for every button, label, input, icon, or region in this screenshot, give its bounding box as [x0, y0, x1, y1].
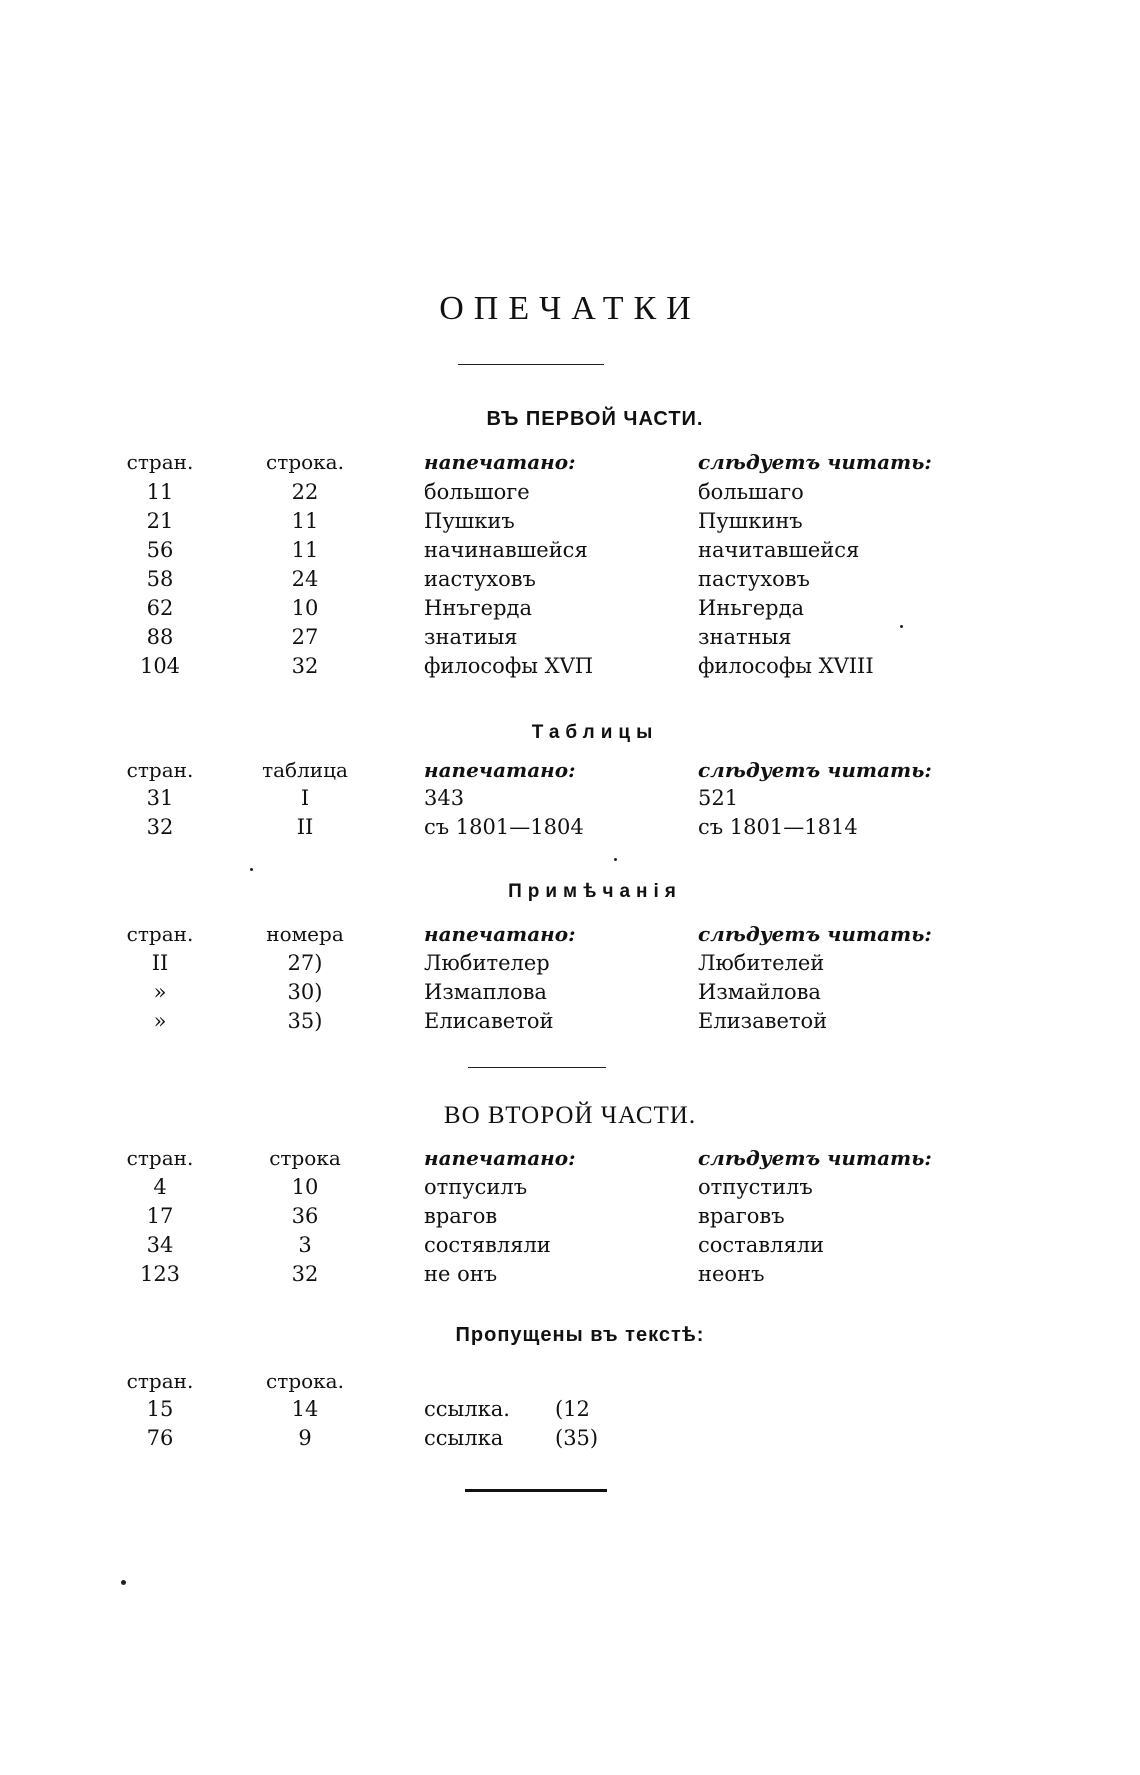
- reference-cell: (35): [555, 1426, 599, 1450]
- page-cell: 17: [146, 1204, 174, 1228]
- correct-cell: съ 1801—1814: [698, 815, 858, 839]
- part1-heading: ВЪ ПЕРВОЙ ЧАСТИ.: [486, 408, 704, 430]
- column-header: стран.: [126, 1146, 194, 1170]
- part1-header-row: [0, 450, 1140, 478]
- column-header: напечатано:: [424, 758, 576, 782]
- page-cell: 15: [146, 1397, 174, 1421]
- omitted-text-cell: ссылка: [424, 1426, 504, 1450]
- table-row: [0, 815, 1140, 843]
- printed-cell: 343: [424, 786, 465, 810]
- table-row: [0, 951, 1140, 979]
- page-title: ОПЕЧАТКИ: [439, 290, 701, 327]
- print-speck: [900, 625, 903, 628]
- page-cell: »: [153, 1009, 167, 1033]
- tables-heading: Таблицы: [531, 722, 659, 743]
- correct-cell: Иньгерда: [698, 596, 805, 620]
- column-header: напечатано:: [424, 922, 576, 946]
- print-speck: [614, 858, 617, 861]
- tables-header-row: [0, 758, 1140, 786]
- page-cell: 11: [146, 480, 174, 504]
- column-header: строка.: [266, 450, 344, 474]
- omitted-header-row: [0, 1369, 1140, 1397]
- column-header: слѣдуетъ читать:: [698, 450, 932, 474]
- line-cell: 32: [291, 1262, 319, 1286]
- title-rule: [458, 364, 604, 365]
- printed-cell: знатиыя: [424, 625, 518, 649]
- table-row: [0, 1204, 1140, 1232]
- printed-cell: Ннъгерда: [424, 596, 532, 620]
- printed-cell: философы XVП: [424, 654, 594, 678]
- table-number-cell: II: [296, 815, 314, 839]
- table-row: [0, 980, 1140, 1008]
- omitted-heading: Пропущены въ текстѣ:: [455, 1324, 705, 1346]
- page-cell: 34: [146, 1233, 174, 1257]
- table-row: [0, 1175, 1140, 1203]
- printed-cell: не онъ: [424, 1262, 498, 1286]
- line-cell: 27: [291, 625, 319, 649]
- page-cell: 31: [146, 786, 174, 810]
- correct-cell: начитавшейся: [698, 538, 860, 562]
- note-number-cell: 35): [287, 1009, 323, 1033]
- correct-cell: знатныя: [698, 625, 792, 649]
- part2-header-row: [0, 1146, 1140, 1174]
- correct-cell: отпустилъ: [698, 1175, 813, 1199]
- line-cell: 22: [291, 480, 319, 504]
- printed-cell: состявляли: [424, 1233, 551, 1257]
- table-row: [0, 596, 1140, 624]
- printed-cell: Елисаветой: [424, 1009, 554, 1033]
- printed-cell: Пушкиъ: [424, 509, 515, 533]
- correct-cell: философы XVIII: [698, 654, 874, 678]
- page-cell: »: [153, 980, 167, 1004]
- page-cell: 56: [146, 538, 174, 562]
- column-header: строка: [269, 1146, 341, 1170]
- line-cell: 32: [291, 654, 319, 678]
- line-cell: 11: [291, 538, 319, 562]
- table-row: [0, 538, 1140, 566]
- end-rule: [465, 1489, 607, 1492]
- page-cell: 32: [146, 815, 174, 839]
- line-cell: 10: [291, 1175, 319, 1199]
- column-header: стран.: [126, 922, 194, 946]
- correct-cell: пастуховъ: [698, 567, 810, 591]
- printed-cell: Любителер: [424, 951, 550, 975]
- page-cell: 104: [139, 654, 181, 678]
- page-cell: 62: [146, 596, 174, 620]
- table-row: [0, 625, 1140, 653]
- printed-cell: съ 1801—1804: [424, 815, 584, 839]
- correct-cell: Пушкинъ: [698, 509, 803, 533]
- correct-cell: Любителей: [698, 951, 825, 975]
- line-cell: 14: [291, 1397, 319, 1421]
- column-header: строка.: [266, 1369, 344, 1393]
- part2-heading: ВО ВТОРОЙ ЧАСТИ.: [443, 1102, 697, 1129]
- page-cell: 21: [146, 509, 174, 533]
- line-cell: 24: [291, 567, 319, 591]
- line-cell: 9: [298, 1426, 312, 1450]
- table-row: [0, 1009, 1140, 1037]
- printed-cell: Измаплова: [424, 980, 547, 1004]
- table-row: [0, 1426, 1140, 1454]
- column-header: номера: [266, 922, 344, 946]
- page-cell: 58: [146, 567, 174, 591]
- table-row: [0, 786, 1140, 814]
- column-header: напечатано:: [424, 450, 576, 474]
- notes-heading: Примѣчанія: [508, 881, 682, 902]
- correct-cell: Измайлова: [698, 980, 821, 1004]
- column-header: таблица: [262, 758, 348, 782]
- printed-cell: начинавшейся: [424, 538, 588, 562]
- print-speck: [250, 868, 253, 871]
- page-cell: 4: [153, 1175, 167, 1199]
- column-header: слѣдуетъ читать:: [698, 922, 932, 946]
- section-rule: [468, 1067, 606, 1068]
- correct-cell: 521: [698, 786, 739, 810]
- table-number-cell: I: [300, 786, 310, 810]
- page-cell: 88: [146, 625, 174, 649]
- page-cell: 76: [146, 1426, 174, 1450]
- correct-cell: составляли: [698, 1233, 825, 1257]
- column-header: стран.: [126, 1369, 194, 1393]
- table-row: [0, 1397, 1140, 1425]
- omitted-text-cell: ссылка.: [424, 1397, 510, 1421]
- correct-cell: Елизаветой: [698, 1009, 828, 1033]
- table-row: [0, 567, 1140, 595]
- printed-cell: иастуховъ: [424, 567, 536, 591]
- correct-cell: враговъ: [698, 1204, 785, 1228]
- line-cell: 10: [291, 596, 319, 620]
- table-row: [0, 509, 1140, 537]
- table-row: [0, 1233, 1140, 1261]
- reference-cell: (12: [555, 1397, 590, 1421]
- correct-cell: неонъ: [698, 1262, 765, 1286]
- column-header: стран.: [126, 450, 194, 474]
- page-cell: 123: [139, 1262, 181, 1286]
- table-row: [0, 480, 1140, 508]
- column-header: стран.: [126, 758, 194, 782]
- table-row: [0, 654, 1140, 682]
- line-cell: 3: [298, 1233, 312, 1257]
- page-cell: II: [151, 951, 169, 975]
- line-cell: 11: [291, 509, 319, 533]
- correct-cell: большаго: [698, 480, 804, 504]
- column-header: слѣдуетъ читать:: [698, 758, 932, 782]
- printed-cell: большоге: [424, 480, 530, 504]
- print-speck: [121, 1580, 126, 1585]
- printed-cell: врагов: [424, 1204, 498, 1228]
- notes-header-row: [0, 922, 1140, 950]
- table-row: [0, 1262, 1140, 1290]
- note-number-cell: 30): [287, 980, 323, 1004]
- column-header: слѣдуетъ читать:: [698, 1146, 932, 1170]
- column-header: напечатано:: [424, 1146, 576, 1170]
- line-cell: 36: [291, 1204, 319, 1228]
- note-number-cell: 27): [287, 951, 323, 975]
- printed-cell: отпусилъ: [424, 1175, 528, 1199]
